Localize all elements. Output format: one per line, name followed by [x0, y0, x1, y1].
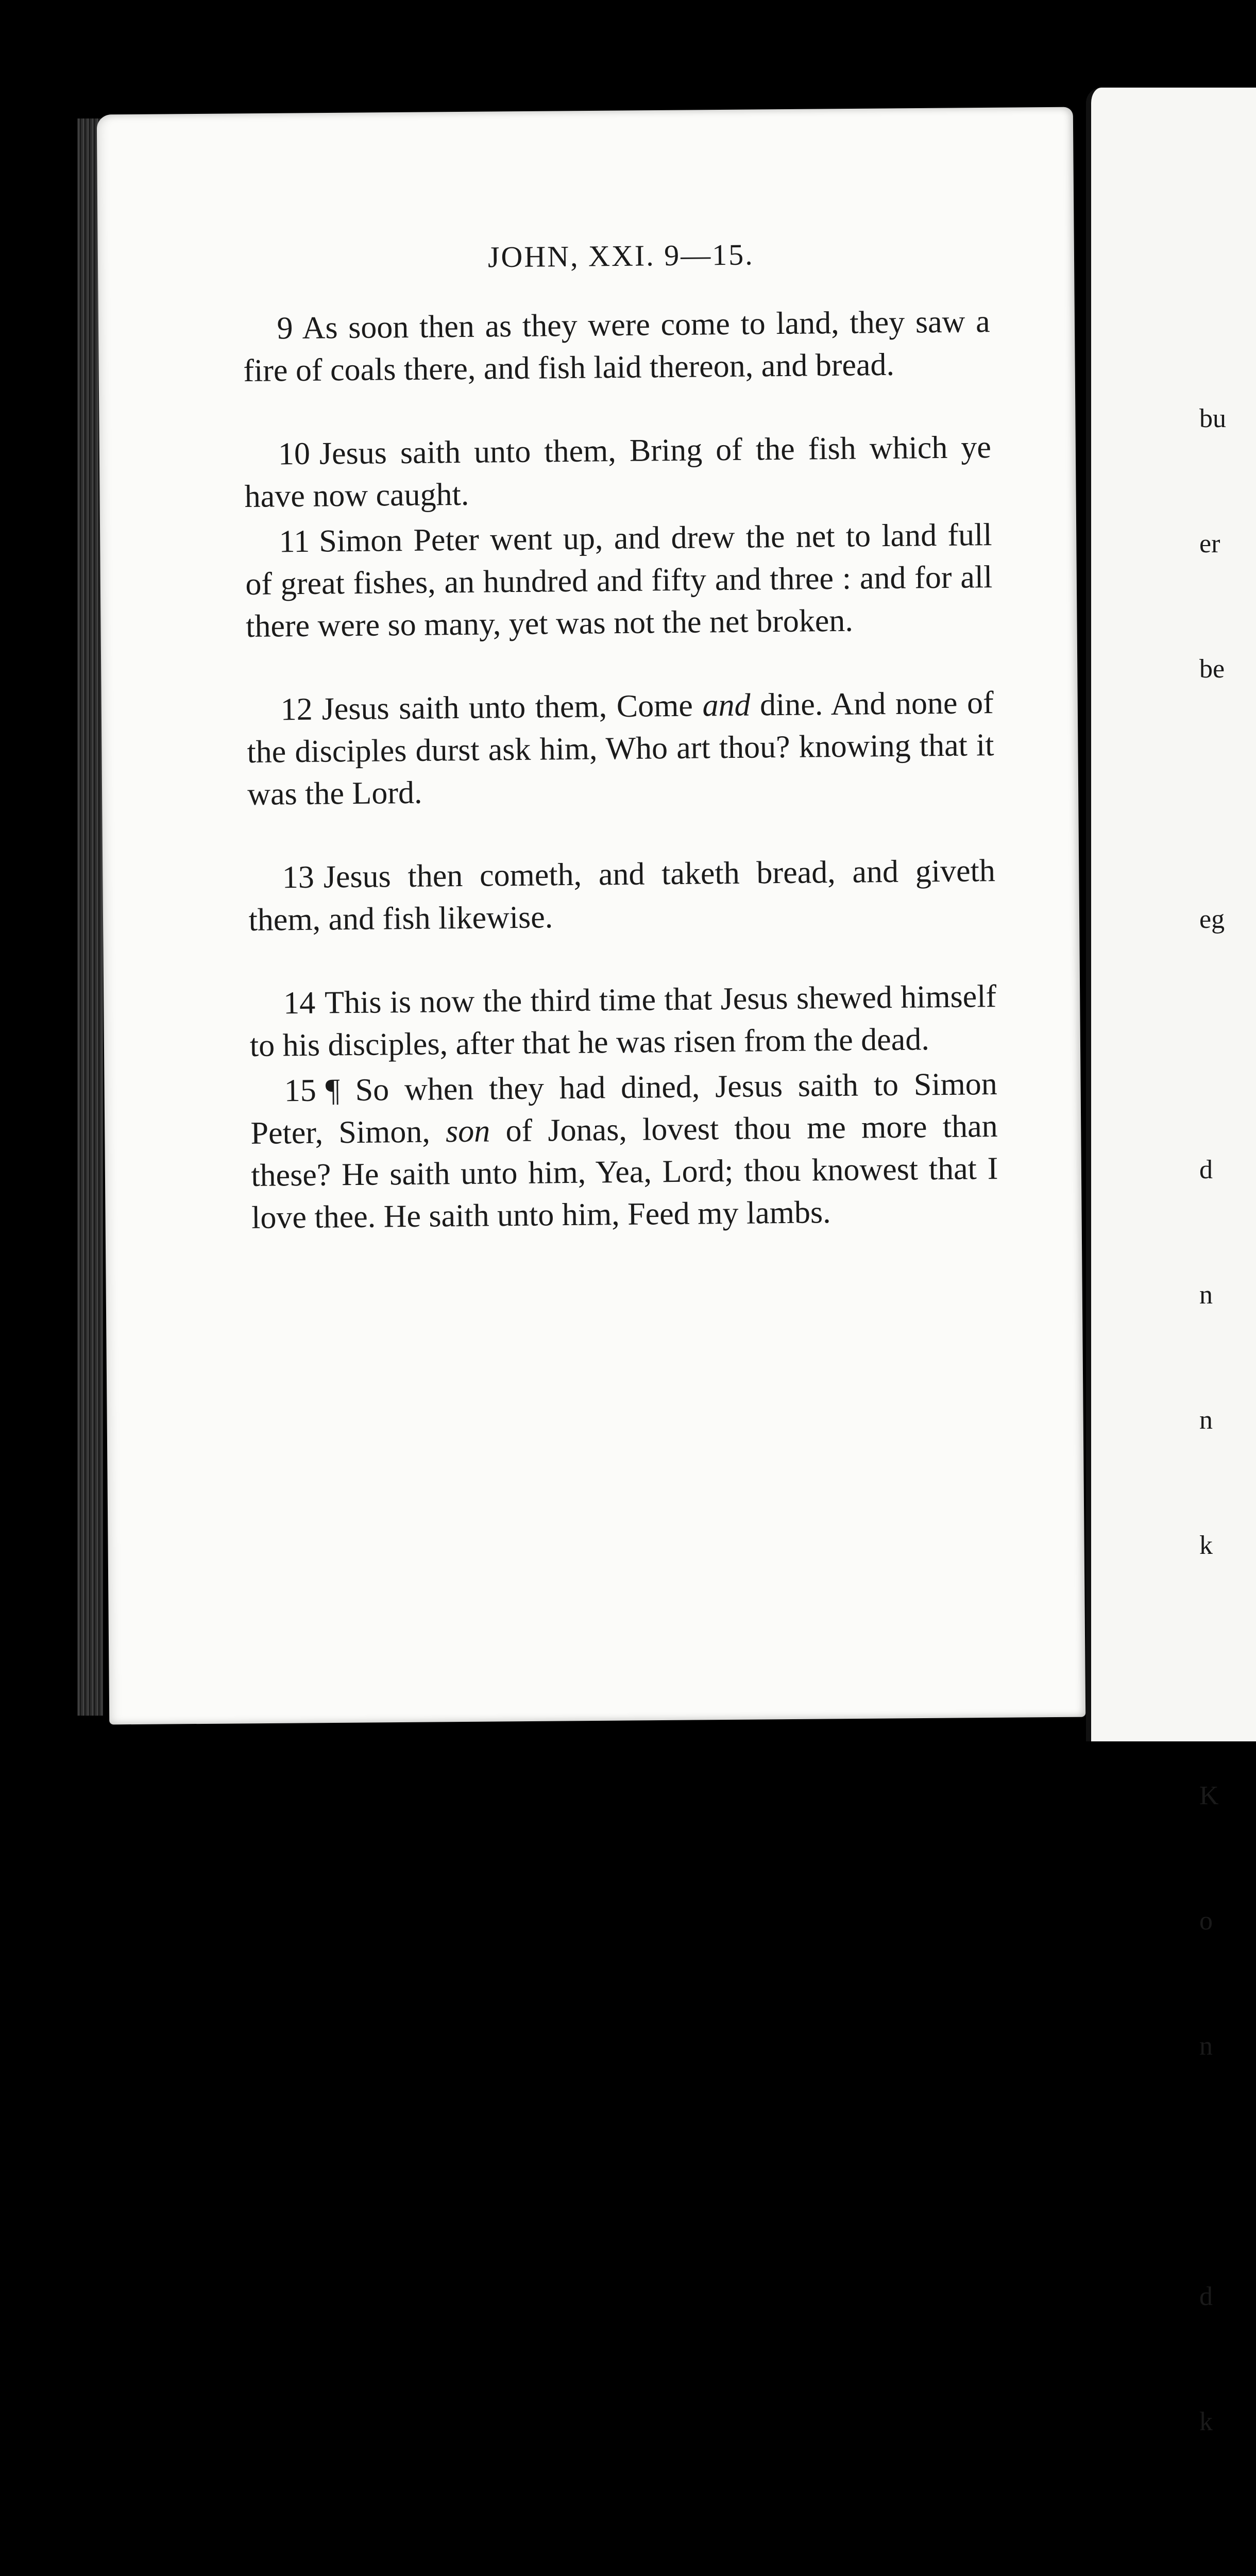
verse-15 [250, 1063, 998, 1239]
verse-spacer [249, 934, 996, 982]
verse-text: ¶ So when they had dined, Jesus saith to Simon Peter, Simon, [250, 1066, 998, 1151]
facing-fragment: er [1199, 529, 1220, 558]
running-head: JOHN, XXI. 9—15. [487, 238, 754, 274]
facing-fragment [1199, 2526, 1230, 2568]
verse-number: 10 [278, 436, 311, 472]
facing-fragment: n [1199, 1405, 1213, 1435]
verse-text: of Jonas, lovest thou me more than these? He saith unto him, Yea, Lord; thou knowest that I love thee. He saith unto him, Feed my lambs. [251, 1109, 998, 1235]
facing-fragment: eg [1199, 905, 1225, 934]
facing-fragment: n [1199, 2031, 1213, 2061]
verse-12 [246, 682, 994, 816]
verse-9 [243, 300, 991, 392]
verse-14 [249, 975, 997, 1067]
verse-number: 12 [280, 691, 313, 727]
facing-fragment: bu [1199, 404, 1226, 433]
verse-number: 14 [283, 985, 316, 1021]
verse-number: 15 [284, 1073, 317, 1109]
page-text-block [242, 235, 999, 1239]
facing-fragment: be [1199, 654, 1225, 684]
verse-text: This is now the third time that Jesus shewed himself to his disciples, after that he was risen from the dead. [249, 979, 997, 1063]
verse-spacer [248, 808, 995, 857]
verse-number: 11 [279, 523, 310, 560]
facing-fragment: k [1199, 1531, 1213, 1560]
facing-fragment [1199, 773, 1230, 815]
verse-text: Jesus saith unto them, Come [321, 688, 703, 727]
facing-fragment: o [1199, 1906, 1213, 1936]
facing-fragment: K [1199, 1781, 1219, 1810]
verse-number: 9 [277, 311, 293, 346]
facing-fragment [1199, 1650, 1230, 1691]
facing-fragment: d [1199, 2282, 1213, 2311]
facing-fragment [1199, 2150, 1230, 2192]
verse-11 [245, 514, 993, 648]
verse-text: As soon then as they were come to land, they saw a fire of coals there, and fish laid thereon, and bread. [243, 304, 990, 388]
facing-fragment: n [1199, 1280, 1213, 1310]
facing-fragment: k [1199, 2407, 1213, 2436]
verse-10 [244, 426, 992, 518]
verse-text: dine. And none of the disciples durst ask him, Who art thou? knowing that it was the Lord. [247, 685, 994, 812]
facing-fragment: d [1199, 1155, 1213, 1184]
verse-text: Simon Peter went up, and drew the net to land full of great fishes, an hundred and fifty and three : and for all there were so many, yet was not the net broken. [245, 517, 993, 644]
verse-number: 13 [282, 859, 315, 895]
verse-italic-word: and [702, 687, 751, 723]
verse-italic-word: son [445, 1113, 490, 1149]
verse-13 [248, 850, 996, 941]
verse-text: Jesus then cometh, and taketh bread, and giveth them, and fish likewise. [248, 853, 996, 938]
facing-fragment [1199, 1024, 1230, 1065]
facing-page [1086, 88, 1256, 1741]
verse-spacer [244, 385, 991, 433]
facing-page-text-fragments [1199, 314, 1230, 2576]
verse-spacer [246, 640, 994, 689]
verse-text: Jesus saith unto them, Bring of the fish which ye have now caught. [244, 430, 992, 514]
